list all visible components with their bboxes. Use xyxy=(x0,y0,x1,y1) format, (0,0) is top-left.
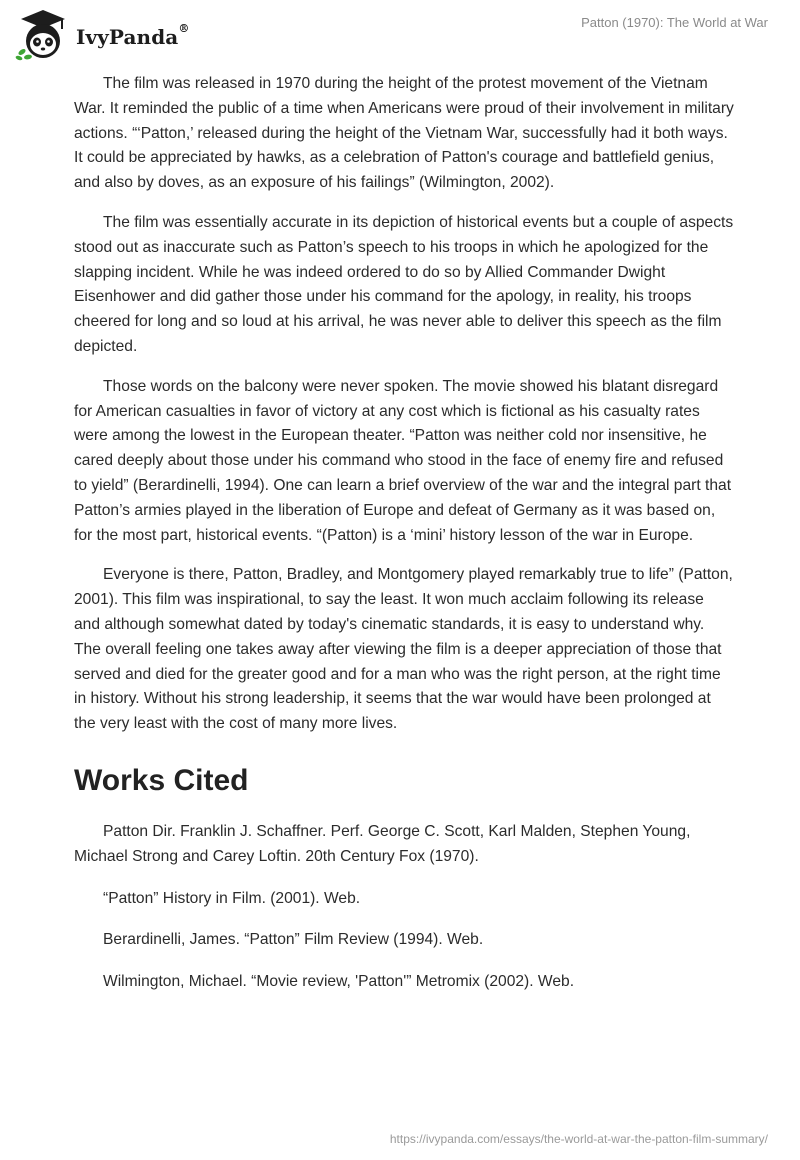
works-cited-heading: Works Cited xyxy=(74,763,249,797)
panda-logo-icon xyxy=(14,8,72,62)
citation-entry: “Patton” History in Film. (2001). Web. xyxy=(103,889,361,907)
citation-entry: Berardinelli, James. “Patton” Film Review (1994). Web. xyxy=(103,931,484,949)
citation-entry: Wilmington, Michael. “Movie review, 'Patton'” Metromix (2002). Web. xyxy=(103,973,575,991)
body-paragraph: The film was released in 1970 during the height of the protest movement of the Vietnam War. It reminded the public of a time when Americans were proud of their involvement in military actions. “‘Patton,’ released during the height of the Vietnam War, successfully had it both ways. It could be appreciated by hawks, as a celebration of Patton's courage and battlefield genius, and also by doves, as an exposure of his failings” (Wilmington, 2002). xyxy=(74,75,734,192)
body-paragraph: Those words on the balcony were never spoken. The movie showed his blatant disregard for American casualties in favor of victory at any cost which is fictional as his casualty rates were among the lowest in the European theater. “Patton was neither cold nor insensitive, he cared deeply about those under his command who stood in the face of enemy fire and refused to yield” (Berardinelli, 1994). One can learn a brief overview of the war and the integral part that Patton’s armies played in the liberation of Europe and defeat of Germany as it was based on, for the most part, historical events. “(Patton) is a ‘mini’ history lesson of the war in Europe. xyxy=(74,377,732,544)
source-url-link[interactable]: https://ivypanda.com/essays/the-world-at-war-the-patton-film-summary/ xyxy=(389,1132,768,1146)
brand-name: IvyPanda® xyxy=(76,22,190,49)
citation-entry: Patton Dir. Franklin J. Schaffner. Perf. George C. Scott, Karl Malden, Stephen Young, Michael Strong and Carey Loftin. 20th Century Fox (1970). xyxy=(74,822,691,865)
body-paragraph: Everyone is there, Patton, Bradley, and Montgomery played remarkably true to life” (Patton, 2001). This film was inspirational, to say the least. It won much acclaim following its release and although somewhat dated by today's cinematic standards, it is easy to understand why. The overall feeling one takes away after viewing the film is a deeper appreciation of those that served and died for the greater good and for a man who was the right person, at the right time in history. Without his strong leadership, it seems that the war would have been prolonged at the very least with the cost of many more lives. xyxy=(74,566,733,733)
body-paragraph: The film was essentially accurate in its depiction of historical events but a couple of aspects stood out as inaccurate such as Patton’s speech to his troops in which he apologized for the slapping incident. While he was indeed ordered to do so by Allied Commander Dwight Eisenhower and did gather those under his command for the apology, in reality, his troops cheered for long and so loud at his arrival, he was never able to deliver this speech as the film depicted. xyxy=(74,213,734,355)
essay-content xyxy=(74,72,734,1012)
page-header xyxy=(0,0,800,70)
ivypanda-logo[interactable] xyxy=(14,8,189,62)
document-title: Patton (1970): The World at War xyxy=(581,15,768,30)
